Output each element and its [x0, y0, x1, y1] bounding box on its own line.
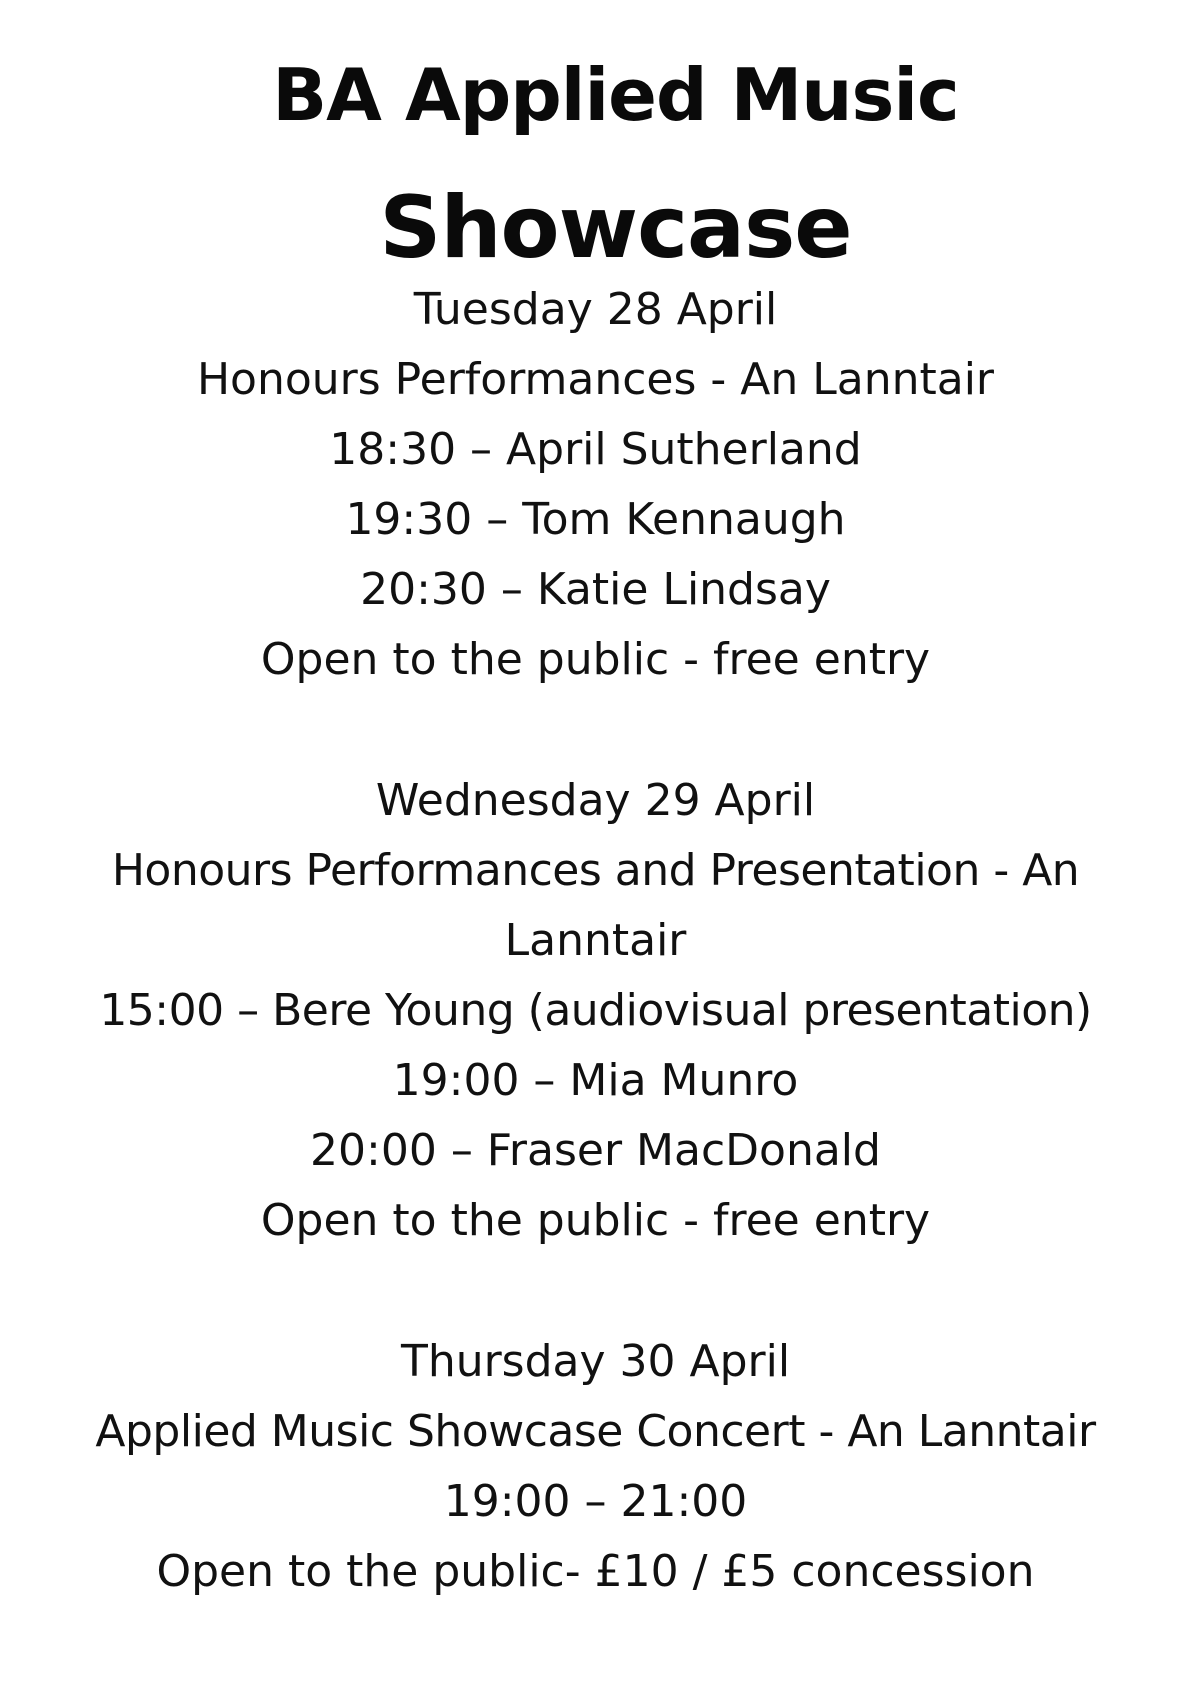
performance-slot: 20:00 – Fraser MacDonald — [310, 1125, 881, 1176]
event-tuesday — [0, 275, 1191, 695]
event-venue: Honours Performances - An Lanntair — [196, 354, 995, 405]
event-venue: Honours Performances and Presentation - An — [111, 845, 1080, 896]
poster-title-line-2: Showcase — [379, 178, 852, 278]
event-date: Tuesday 28 April — [413, 284, 778, 335]
event-date: Wednesday 29 April — [375, 775, 816, 826]
performance-slot: 19:30 – Tom Kennaugh — [345, 494, 846, 545]
event-date: Thursday 30 April — [400, 1336, 791, 1387]
performance-slot: 15:00 – Bere Young (audiovisual presentation) — [99, 985, 1092, 1036]
event-wednesday — [0, 766, 1191, 1256]
poster-title-line-1: BA Applied Music — [272, 53, 959, 137]
performance-slot: 20:30 – Katie Lindsay — [360, 564, 831, 615]
performance-slot: 18:30 – April Sutherland — [329, 424, 862, 475]
event-thursday — [0, 1327, 1191, 1607]
performance-slot: 19:00 – Mia Munro — [392, 1055, 799, 1106]
entry-info: Open to the public - free entry — [260, 1195, 931, 1246]
event-time: 19:00 – 21:00 — [443, 1476, 748, 1527]
entry-info: Open to the public - free entry — [260, 634, 931, 685]
entry-info: Open to the public- £10 / £5 concession — [156, 1546, 1035, 1597]
event-venue: Applied Music Showcase Concert - An Lanntair — [95, 1406, 1096, 1457]
event-venue-continued: Lanntair — [504, 915, 687, 966]
